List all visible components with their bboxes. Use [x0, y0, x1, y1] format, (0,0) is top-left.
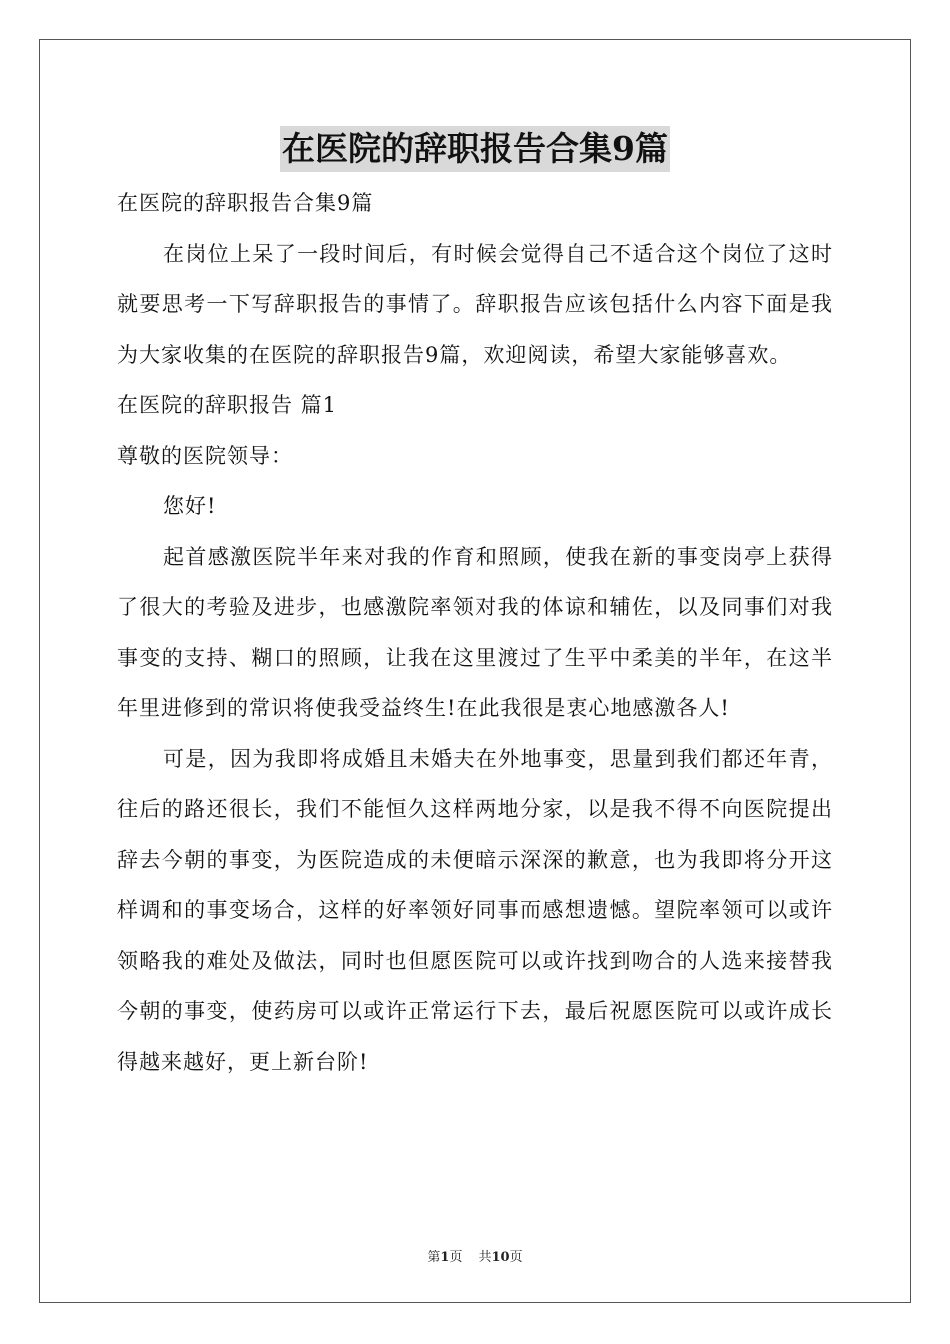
page-prefix: 第 [427, 1250, 441, 1265]
greeting: 您好! [163, 494, 217, 518]
total-suffix: 页 [509, 1250, 523, 1265]
title-container [0, 126, 950, 172]
salutation: 尊敬的医院领导： [117, 443, 293, 468]
intro-paragraph: 在岗位上呆了一段时间后，有时候会觉得自己不适合这个岗位了这时就要思考一下写辞职报告的事情了。辞职报告应该包括什么内容下面是我为大家收集的在医院的辞职报告9篇，欢迎阅读，希望大家能够喜欢。 [117, 241, 833, 367]
body-paragraph-2: 可是，因为我即将成婚且未婚夫在外地事变，思量到我们都还年青，往后的路还很长，我们不能恒久这样两地分家，以是我不得不向医院提出辞去今朝的事变，为医院造成的未便暗示深深的歉意，也为我即将分开这样调和的事变场合，这样的好率领好同事而感想遗憾。望院率领可以或许领略我的难处及做法，同时也但愿医院可以或许找到吻合的人选来接替我今朝的事变，使药房可以或许正常运行下去，最后祝愿医院可以或许成长得越来越好，更上新台阶! [117, 746, 833, 1074]
total-prefix: 共 [478, 1250, 492, 1265]
document-subtitle: 在医院的辞职报告合集9篇 [117, 191, 374, 215]
page-total: 10 [491, 1250, 510, 1265]
page-footer [0, 1250, 950, 1266]
document-title: 在医院的辞职报告合集9篇 [280, 126, 670, 172]
body-paragraph-1: 起首感激医院半年来对我的作育和照顾，使我在新的事变岗亭上获得了很大的考验及进步，也感激院率领对我的体谅和辅佐，以及同事们对我事变的支持、糊口的照顾，让我在这里渡过了生平中柔美的半年，在这半年里进修到的常识将使我受益终生!在此我很是衷心地感激各人! [117, 544, 833, 720]
page-current: 1 [440, 1250, 450, 1265]
document-body [117, 178, 833, 1087]
page-suffix: 页 [449, 1250, 463, 1265]
section-heading: 在医院的辞职报告 篇1 [117, 393, 338, 417]
